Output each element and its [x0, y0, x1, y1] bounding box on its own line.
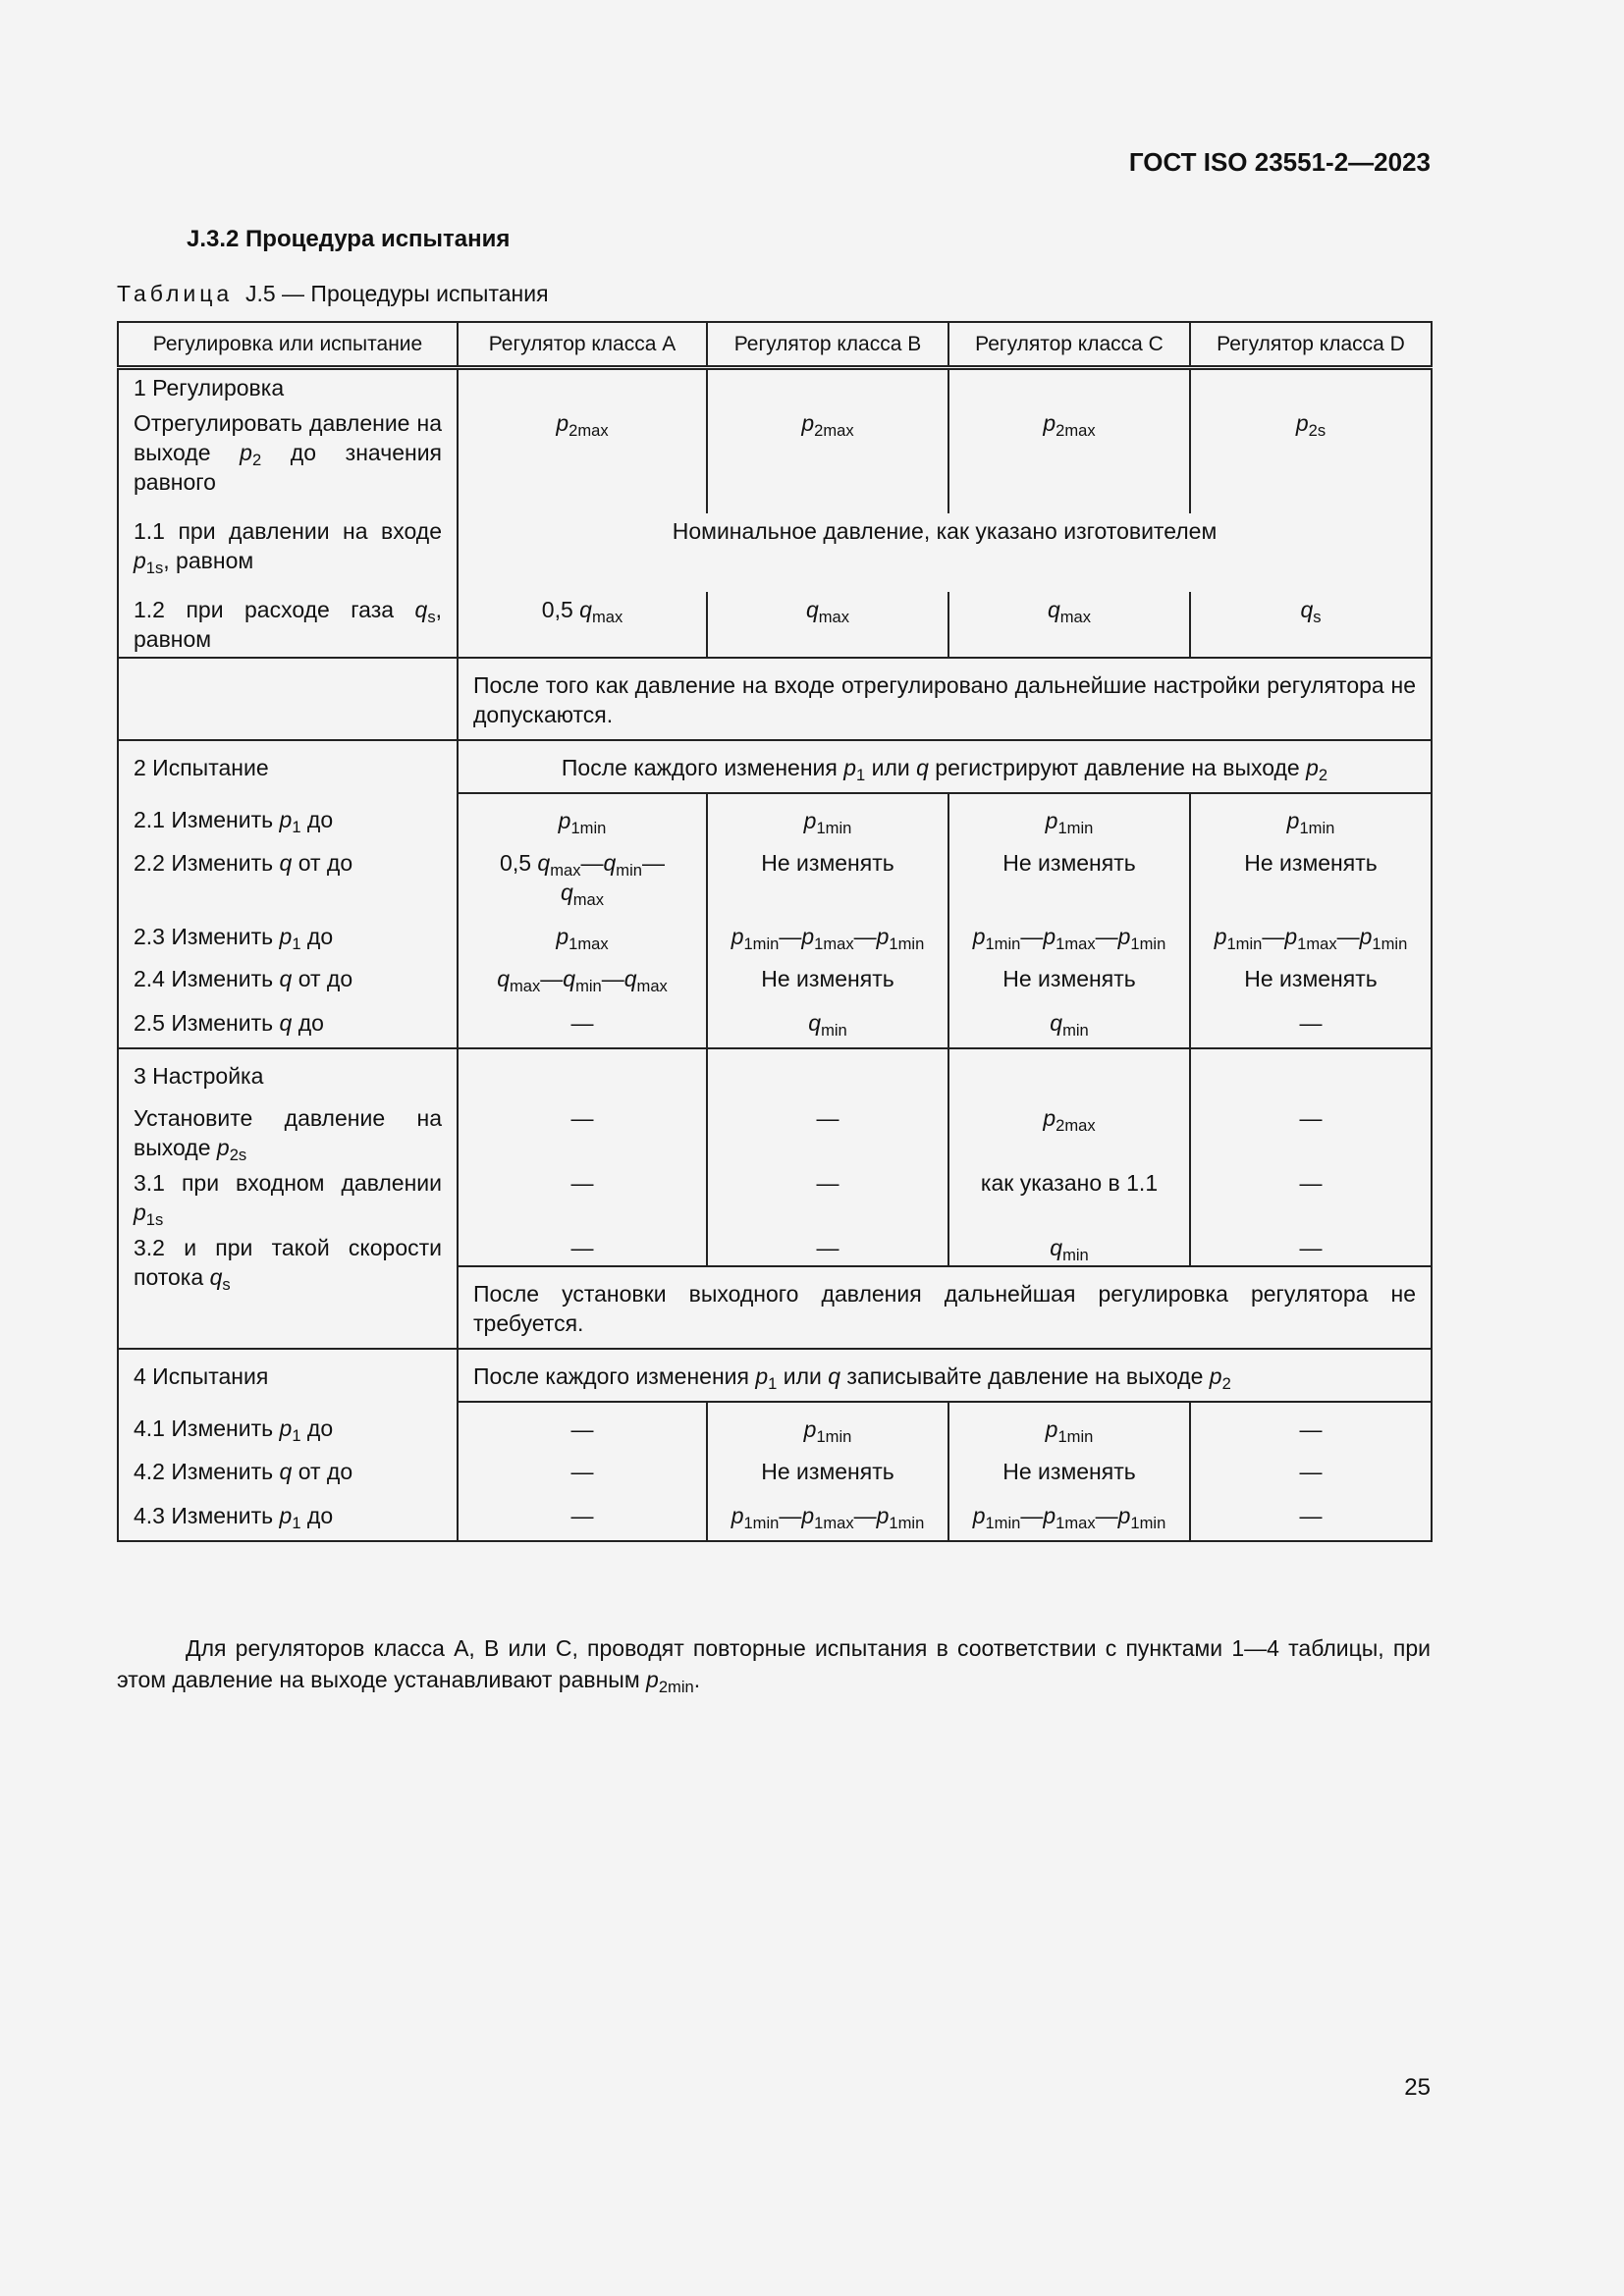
table-cell: $p_{2max}$	[948, 1100, 1190, 1165]
table-row	[118, 1489, 1432, 1541]
note-cell: После установки выходного давления дальнейшая регулировка регулятора не требуется.	[458, 1266, 1432, 1349]
table-row	[118, 793, 1432, 845]
table-caption	[117, 281, 549, 307]
table-cell: Не изменять	[1190, 845, 1432, 910]
table-cell: $p_{2max}$	[458, 405, 707, 513]
table-cell: $p_{1max}$	[458, 910, 707, 961]
row-label: 2.1 Изменить $p_1$ до	[118, 793, 458, 845]
table-cell: Не изменять	[948, 845, 1190, 910]
table-row	[118, 1048, 1432, 1100]
row-label: 4.3 Изменить $p_1$ до	[118, 1489, 458, 1541]
table-cell: Не изменять	[948, 961, 1190, 996]
row-label: 4.2 Изменить q от до	[118, 1454, 458, 1489]
table-cell: Не изменять	[707, 1454, 948, 1489]
table-cell: $q_{min}$	[948, 1230, 1190, 1266]
table-cell: $q_{max}$	[948, 592, 1190, 658]
row-label: 4.1 Изменить $p_1$ до	[118, 1402, 458, 1454]
row-label: Установите давление на выходе $p_{2s}$	[118, 1100, 458, 1165]
table-cell: —	[458, 1454, 707, 1489]
table-cell: —	[1190, 1230, 1432, 1266]
table-cell: $p_{1min}$	[1190, 793, 1432, 845]
row-label: 1.2 при расходе газа $q_s$, равном	[118, 592, 458, 658]
section-title: J.3.2 Процедура испытания	[187, 226, 511, 252]
table-cell: $q_{min}$	[948, 996, 1190, 1048]
row-label: 3.1 при входном давлении $p_{1s}$	[118, 1165, 458, 1230]
table-cell: —	[458, 1230, 707, 1266]
row-label: Отрегулировать давление на выходе $p_2$ до значения равного	[118, 405, 458, 513]
table-caption-text: J.5 — Процедуры испытания	[244, 281, 549, 306]
table-cell: —	[1190, 1489, 1432, 1541]
table-cell: —	[707, 1165, 948, 1230]
table-row	[118, 405, 1432, 513]
row-label: 3 Настройка	[118, 1048, 458, 1100]
row-label: 2.3 Изменить $p_1$ до	[118, 910, 458, 961]
table-cell: как указано в 1.1	[948, 1165, 1190, 1230]
table-cell: —	[458, 1100, 707, 1165]
table-row	[118, 592, 1432, 658]
table-cell: —	[458, 1489, 707, 1541]
table-caption-label: Таблица	[117, 281, 234, 306]
table-cell: $p_{1min}$	[458, 793, 707, 845]
merged-cell: После каждого изменения $p_1$ или q записывайте давление на выходе $p_2$	[458, 1349, 1432, 1402]
table-cell: $q_{min}$	[707, 996, 948, 1048]
procedure-table	[117, 321, 1433, 1542]
table-row	[118, 845, 1432, 910]
table-cell: Не изменять	[707, 961, 948, 996]
row-label: 3.2 и при такой скорости потока $q_s$	[118, 1230, 458, 1349]
table-cell: —	[1190, 1165, 1432, 1230]
table-row	[118, 1349, 1432, 1402]
table-cell: $p_{1min}$	[948, 793, 1190, 845]
table-row	[118, 1454, 1432, 1489]
document-code: ГОСТ ISO 23551-2—2023	[1128, 147, 1431, 177]
table-row	[118, 1100, 1432, 1165]
table-cell: $q_{max}—q_{min}—q_{max}$	[458, 961, 707, 996]
table-row	[118, 658, 1432, 740]
row-label: 2.4 Изменить q от до	[118, 961, 458, 996]
table-cell: $p_{1min}—p_{1max}—p_{1min}$	[1190, 910, 1432, 961]
table-cell: —	[1190, 1402, 1432, 1454]
row-label: 2 Испытание	[118, 740, 458, 793]
table-cell: —	[1190, 1454, 1432, 1489]
table-cell: $q_s$	[1190, 592, 1432, 658]
table-cell: $p_{1min}$	[707, 793, 948, 845]
footer-paragraph: Для регуляторов класса А, В или С, проводят повторные испытания в соответствии с пунктами 1—4 таблицы, при этом давление на выходе устанавливают равным $p_{2min}$.	[117, 1635, 1431, 1696]
table-cell: —	[1190, 996, 1432, 1048]
header-cell: Регулятор класса D	[1190, 322, 1432, 368]
note-cell: После того как давление на входе отрегулировано дальнейшие настройки регулятора не допускаются.	[458, 658, 1432, 740]
table-cell: Не изменять	[948, 1454, 1190, 1489]
table-cell: 0,5 $q_{max}—q_{min}—$ $q_{max}$	[458, 845, 707, 910]
table-cell: $p_{1min}—p_{1max}—p_{1min}$	[707, 910, 948, 961]
table-row	[118, 910, 1432, 961]
merged-cell: Номинальное давление, как указано изготовителем	[458, 513, 1432, 592]
table-cell: $p_{1min}—p_{1max}—p_{1min}$	[948, 1489, 1190, 1541]
table-cell: $p_{1min}—p_{1max}—p_{1min}$	[948, 910, 1190, 961]
header-cell: Регулировка или испытание	[118, 322, 458, 368]
table-cell: —	[458, 1165, 707, 1230]
row-label: 4 Испытания	[118, 1349, 458, 1402]
row-label: 1 Регулировка	[118, 368, 458, 406]
table-cell: $p_{1min}$	[707, 1402, 948, 1454]
table-cell: Не изменять	[1190, 961, 1432, 996]
page-number: 25	[1404, 2074, 1431, 2101]
table-row	[118, 996, 1432, 1048]
table-cell: Не изменять	[707, 845, 948, 910]
table-cell: —	[1190, 1100, 1432, 1165]
table-cell: $p_{1min}$	[948, 1402, 1190, 1454]
table-row	[118, 1230, 1432, 1266]
table-cell: —	[707, 1100, 948, 1165]
header-cell: Регулятор класса А	[458, 322, 707, 368]
table-cell: $q_{max}$	[707, 592, 948, 658]
table-row	[118, 513, 1432, 592]
table-row	[118, 368, 1432, 406]
table-cell: $p_{2max}$	[707, 405, 948, 513]
header-cell: Регулятор класса С	[948, 322, 1190, 368]
table-row	[118, 1165, 1432, 1230]
table-cell: —	[458, 996, 707, 1048]
table-cell: $p_{1min}—p_{1max}—p_{1min}$	[707, 1489, 948, 1541]
table-cell: —	[707, 1230, 948, 1266]
merged-cell: После каждого изменения $p_1$ или q регистрируют давление на выходе $p_2$	[458, 740, 1432, 793]
table-row	[118, 740, 1432, 793]
table-row	[118, 1402, 1432, 1454]
row-label: 1.1 при давлении на входе $p_{1s}$, равном	[118, 513, 458, 592]
table-cell: $p_{2s}$	[1190, 405, 1432, 513]
table-header-row	[118, 322, 1432, 368]
row-label: 2.2 Изменить q от до	[118, 845, 458, 910]
row-label: 2.5 Изменить q до	[118, 996, 458, 1048]
table-cell: —	[458, 1402, 707, 1454]
table-cell: $p_{2max}$	[948, 405, 1190, 513]
header-cell: Регулятор класса В	[707, 322, 948, 368]
table-cell: 0,5 $q_{max}$	[458, 592, 707, 658]
table-row	[118, 961, 1432, 996]
